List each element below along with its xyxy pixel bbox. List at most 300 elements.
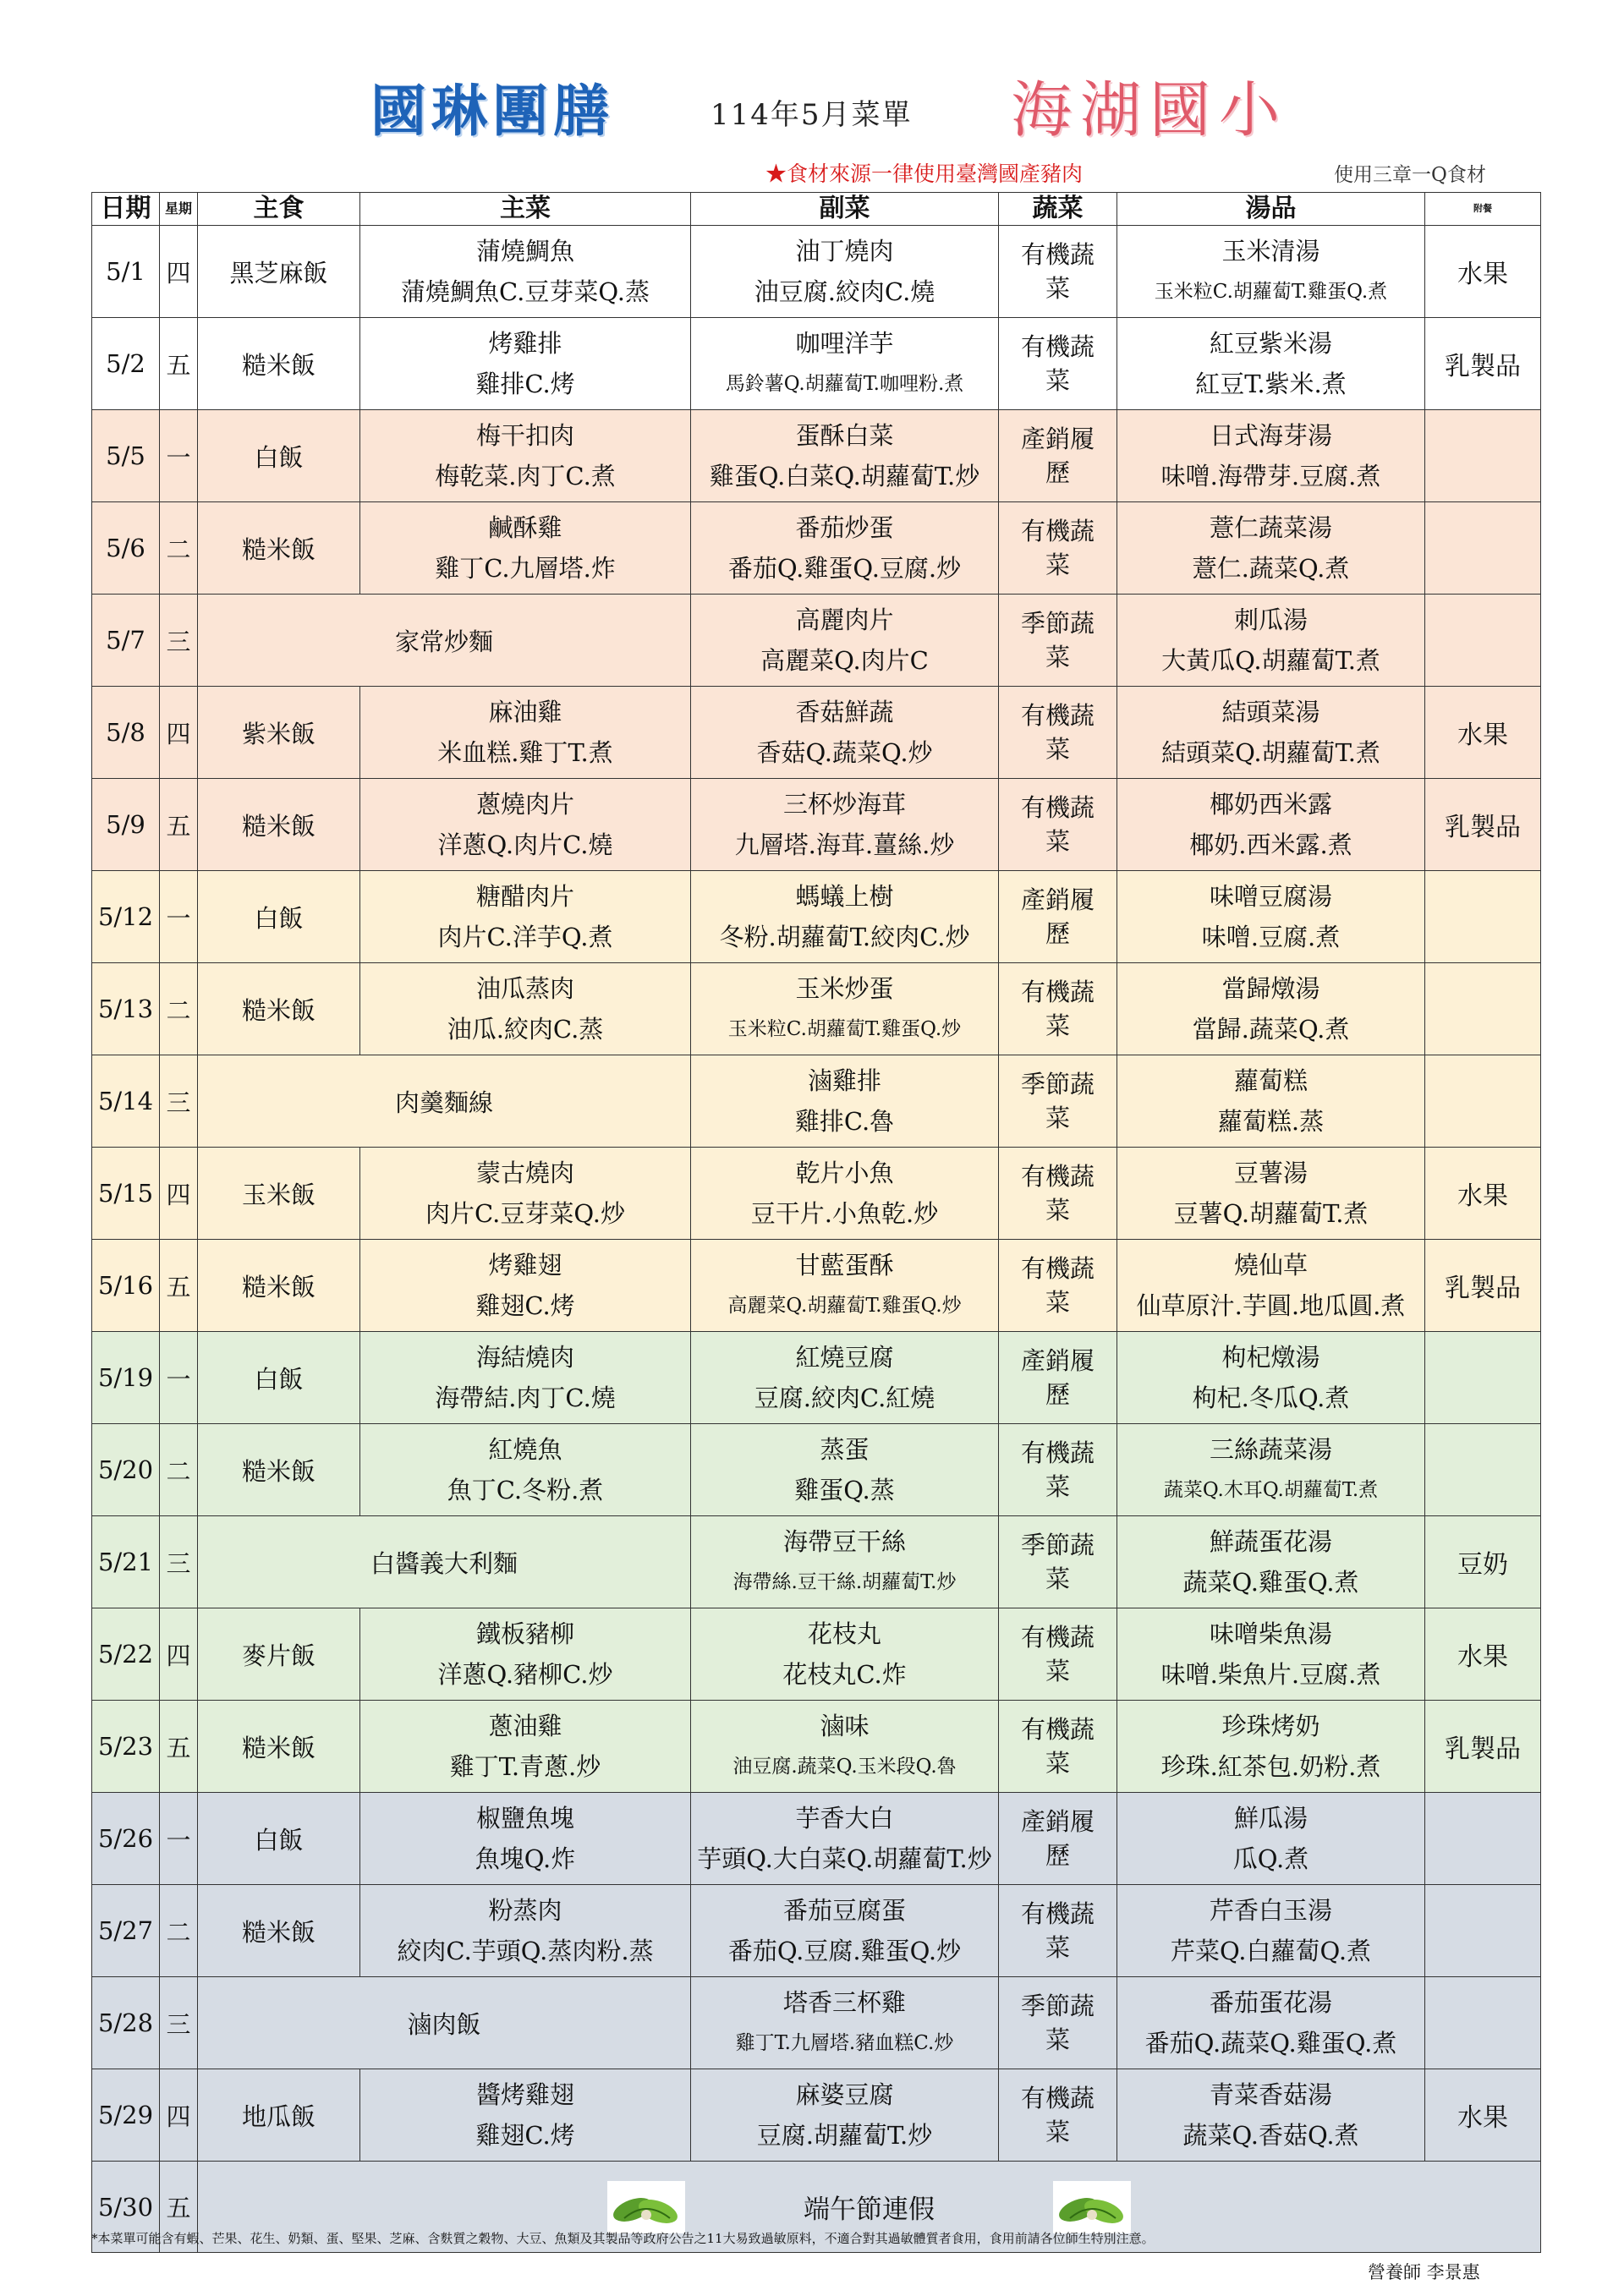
soup-detail: 蔬菜Q.香菇Q.煮	[1182, 2121, 1359, 2150]
row-side-dish	[691, 1608, 999, 1701]
row-side-dish	[691, 1977, 999, 2069]
side-dish-detail: 豆干片.小魚乾.炒	[750, 1199, 939, 1228]
row-vegetable: 產銷履歷	[999, 410, 1117, 502]
row-date: 5/21	[92, 1516, 160, 1608]
main-dish-name: 麻油雞	[488, 698, 562, 726]
row-main-dish	[360, 1148, 691, 1240]
row-side-dish	[691, 1148, 999, 1240]
row-extra	[1425, 871, 1541, 963]
soup-name: 結頭菜湯	[1221, 698, 1320, 726]
menu-row	[92, 1701, 1541, 1793]
row-extra: 乳製品	[1425, 1240, 1541, 1332]
row-date: 5/14	[92, 1055, 160, 1148]
soup-detail: 蘿蔔糕.蒸	[1217, 1107, 1325, 1136]
row-weekday: 五	[160, 1701, 198, 1793]
soup-name: 枸杞燉湯	[1221, 1343, 1320, 1372]
row-staple: 糙米飯	[198, 1240, 360, 1332]
main-dish-detail: 洋蔥Q.豬柳C.炒	[437, 1660, 613, 1689]
row-soup	[1117, 2069, 1425, 2162]
main-dish-detail: 肉片C.豆芽菜Q.炒	[425, 1199, 625, 1228]
row-main-dish	[360, 963, 691, 1055]
row-soup	[1117, 410, 1425, 502]
row-date: 5/26	[92, 1793, 160, 1885]
side-dish-detail: 冬粉.胡蘿蔔T.絞肉C.炒	[719, 923, 970, 951]
row-date: 5/5	[92, 410, 160, 502]
side-dish-name: 玉米炒蛋	[795, 974, 894, 1003]
zongzi-icon	[1053, 2181, 1131, 2233]
main-dish-name: 鹹酥雞	[488, 513, 562, 542]
row-staple: 糙米飯	[198, 1424, 360, 1516]
side-dish-name: 甘藍蛋酥	[795, 1251, 894, 1280]
main-dish-detail: 魚塊Q.炸	[475, 1844, 576, 1873]
row-extra: 乳製品	[1425, 318, 1541, 410]
row-extra	[1425, 410, 1541, 502]
soup-name: 味噌柴魚湯	[1209, 1619, 1332, 1648]
soup-detail: 紅豆T.紫米.煮	[1195, 370, 1347, 398]
soup-detail: 仙草原汁.芋圓.地瓜圓.煮	[1136, 1291, 1406, 1320]
row-date: 5/22	[92, 1608, 160, 1701]
row-weekday: 五	[160, 2162, 198, 2253]
row-date: 5/13	[92, 963, 160, 1055]
row-weekday: 四	[160, 1148, 198, 1240]
side-dish-name: 花枝丸	[807, 1619, 881, 1648]
side-dish-detail: 番茄Q.豆腐.雞蛋Q.炒	[727, 1937, 962, 1965]
row-extra	[1425, 1055, 1541, 1148]
main-dish-detail: 魚丁C.冬粉.煮	[447, 1476, 604, 1504]
row-weekday: 一	[160, 1793, 198, 1885]
row-soup	[1117, 779, 1425, 871]
row-main-dish	[360, 1793, 691, 1885]
menu-row	[92, 687, 1541, 779]
menu-table	[91, 192, 1541, 2253]
menu-row	[92, 779, 1541, 871]
row-main-dish	[360, 1424, 691, 1516]
soup-name: 鮮瓜湯	[1233, 1804, 1308, 1833]
row-extra: 水果	[1425, 1148, 1541, 1240]
col-extra: 附餐	[1425, 193, 1541, 226]
row-extra: 乳製品	[1425, 1701, 1541, 1793]
soup-name: 蘿蔔糕	[1233, 1066, 1308, 1095]
main-dish-name: 烤雞翅	[488, 1251, 562, 1280]
row-weekday: 三	[160, 595, 198, 687]
row-staple: 糙米飯	[198, 779, 360, 871]
zongzi-leaf-icon	[607, 2181, 685, 2233]
row-vegetable: 有機蔬菜	[999, 318, 1117, 410]
row-side-dish	[691, 1885, 999, 1977]
menu-row	[92, 502, 1541, 595]
menu-row	[92, 1240, 1541, 1332]
side-dish-name: 乾片小魚	[795, 1159, 894, 1187]
row-weekday: 四	[160, 687, 198, 779]
side-dish-name: 三杯炒海茸	[782, 790, 906, 819]
row-side-dish	[691, 1516, 999, 1608]
row-staple: 玉米飯	[198, 1148, 360, 1240]
row-date: 5/7	[92, 595, 160, 687]
main-dish-name: 醬烤雞翅	[475, 2080, 574, 2109]
row-date: 5/9	[92, 779, 160, 871]
row-date: 5/8	[92, 687, 160, 779]
row-vegetable: 產銷履歷	[999, 1793, 1117, 1885]
row-side-dish	[691, 779, 999, 871]
col-date: 日期	[92, 193, 160, 226]
row-weekday: 三	[160, 1055, 198, 1148]
row-staple: 紫米飯	[198, 687, 360, 779]
side-dish-name: 高麗肉片	[795, 606, 894, 634]
row-vegetable: 有機蔬菜	[999, 226, 1117, 318]
soup-name: 薏仁蔬菜湯	[1209, 513, 1332, 542]
holiday-text: 端午節連假	[804, 2195, 935, 2225]
soup-detail: 椰奶.西米露.煮	[1189, 830, 1352, 859]
row-staple: 白飯	[198, 410, 360, 502]
soup-detail: 蔬菜Q.木耳Q.胡蘿蔔T.煮	[1163, 1479, 1379, 1501]
soup-detail: 味噌.柴魚片.豆腐.煮	[1160, 1660, 1381, 1689]
menu-period: 114年5月菜單	[710, 98, 913, 132]
row-soup	[1117, 502, 1425, 595]
row-vegetable: 有機蔬菜	[999, 1424, 1117, 1516]
menu-row	[92, 1608, 1541, 1701]
row-side-dish	[691, 1055, 999, 1148]
menu-row	[92, 1332, 1541, 1424]
menu-row	[92, 963, 1541, 1055]
row-vegetable: 有機蔬菜	[999, 1701, 1117, 1793]
side-dish-name: 咖哩洋芋	[795, 329, 894, 358]
row-soup	[1117, 1332, 1425, 1424]
row-date: 5/16	[92, 1240, 160, 1332]
row-extra	[1425, 502, 1541, 595]
row-staple: 糙米飯	[198, 1701, 360, 1793]
soup-name: 當歸燉湯	[1221, 974, 1320, 1003]
main-dish-name: 鐵板豬柳	[475, 1619, 574, 1648]
row-side-dish	[691, 2069, 999, 2162]
main-dish-name: 蒙古燒肉	[475, 1159, 574, 1187]
row-weekday: 一	[160, 871, 198, 963]
col-soup: 湯品	[1117, 193, 1425, 226]
row-vegetable: 有機蔬菜	[999, 1608, 1117, 1701]
row-staple: 白飯	[198, 1332, 360, 1424]
row-weekday: 五	[160, 1240, 198, 1332]
row-main-dish	[360, 687, 691, 779]
main-dish-name: 粉蒸肉	[488, 1896, 562, 1925]
side-dish-name: 麻婆豆腐	[795, 2080, 894, 2109]
row-staple: 糙米飯	[198, 963, 360, 1055]
side-dish-detail: 雞蛋Q.蒸	[794, 1476, 895, 1504]
soup-name: 椰奶西米露	[1209, 790, 1332, 819]
side-dish-detail: 油豆腐.絞肉C.燒	[754, 277, 935, 306]
row-extra: 豆奶	[1425, 1516, 1541, 1608]
menu-row	[92, 871, 1541, 963]
col-staple: 主食	[198, 193, 360, 226]
menu-row	[92, 318, 1541, 410]
row-vegetable: 有機蔬菜	[999, 2069, 1117, 2162]
row-vegetable: 季節蔬菜	[999, 1055, 1117, 1148]
col-main: 主菜	[360, 193, 691, 226]
row-vegetable: 季節蔬菜	[999, 1516, 1117, 1608]
row-soup	[1117, 1701, 1425, 1793]
menu-row	[92, 1977, 1541, 2069]
row-side-dish	[691, 226, 999, 318]
side-dish-detail: 芋頭Q.大白菜Q.胡蘿蔔T.炒	[697, 1844, 992, 1873]
side-dish-detail: 雞排C.魯	[794, 1107, 895, 1136]
main-dish-detail: 雞丁T.青蔥.炒	[449, 1752, 601, 1781]
main-dish-name: 紅燒魚	[488, 1435, 562, 1464]
main-dish-detail: 雞丁C.九層塔.炸	[435, 554, 616, 583]
row-soup	[1117, 1516, 1425, 1608]
row-extra	[1425, 1977, 1541, 2069]
row-staple: 糙米飯	[198, 318, 360, 410]
q-ingredient-note: 使用三章一Q食材	[1334, 164, 1486, 186]
soup-name: 芹香白玉湯	[1209, 1896, 1332, 1925]
menu-row	[92, 1793, 1541, 1885]
row-weekday: 五	[160, 318, 198, 410]
row-side-dish	[691, 502, 999, 595]
side-dish-detail: 高麗菜Q.肉片C	[760, 646, 929, 675]
row-soup	[1117, 963, 1425, 1055]
main-dish-detail: 雞翅C.烤	[475, 2121, 575, 2150]
col-weekday: 星期	[160, 193, 198, 226]
side-dish-name: 滷雞排	[807, 1066, 881, 1095]
row-soup	[1117, 595, 1425, 687]
soup-detail: 蔬菜Q.雞蛋Q.煮	[1182, 1568, 1359, 1597]
row-weekday: 五	[160, 779, 198, 871]
row-weekday: 二	[160, 963, 198, 1055]
menu-row	[92, 226, 1541, 318]
row-weekday: 三	[160, 1977, 198, 2069]
side-dish-name: 蛋酥白菜	[795, 421, 894, 450]
pork-source-note: ★食材來源一律使用臺灣國產豬肉	[765, 162, 1084, 186]
side-dish-detail: 馬鈴薯Q.胡蘿蔔T.咖哩粉.煮	[725, 373, 964, 395]
row-main-dish	[360, 1885, 691, 1977]
row-soup	[1117, 1885, 1425, 1977]
main-dish-name: 糖醋肉片	[475, 882, 574, 911]
row-weekday: 四	[160, 2069, 198, 2162]
row-vegetable: 有機蔬菜	[999, 502, 1117, 595]
main-dish-detail: 雞排C.烤	[475, 370, 575, 398]
row-soup	[1117, 1240, 1425, 1332]
row-main-dish	[360, 1240, 691, 1332]
soup-name: 三絲蔬菜湯	[1209, 1435, 1332, 1464]
row-date: 5/23	[92, 1701, 160, 1793]
main-dish-name: 蒲燒鯛魚	[475, 237, 574, 266]
soup-name: 日式海芽湯	[1209, 421, 1332, 450]
row-side-dish	[691, 595, 999, 687]
side-dish-name: 油丁燒肉	[795, 237, 894, 266]
row-date: 5/29	[92, 2069, 160, 2162]
menu-row	[92, 1885, 1541, 1977]
menu-row	[92, 1516, 1541, 1608]
row-date: 5/15	[92, 1148, 160, 1240]
row-staple: 糙米飯	[198, 502, 360, 595]
row-soup	[1117, 1977, 1425, 2069]
row-main-dish	[360, 871, 691, 963]
col-veg: 蔬菜	[999, 193, 1117, 226]
row-vegetable: 產銷履歷	[999, 871, 1117, 963]
row-main-dish	[360, 779, 691, 871]
row-soup	[1117, 1055, 1425, 1148]
row-main-dish	[360, 1332, 691, 1424]
soup-name: 燒仙草	[1233, 1251, 1308, 1280]
main-dish-detail: 洋蔥Q.肉片C.燒	[437, 830, 613, 859]
row-date: 5/20	[92, 1424, 160, 1516]
soup-name: 番茄蛋花湯	[1209, 1988, 1332, 2017]
soup-detail: 芹菜Q.白蘿蔔Q.煮	[1170, 1937, 1372, 1965]
row-date: 5/2	[92, 318, 160, 410]
row-combined-meal: 家常炒麵	[198, 595, 691, 687]
row-staple: 黑芝麻飯	[198, 226, 360, 318]
row-main-dish	[360, 1701, 691, 1793]
row-extra	[1425, 595, 1541, 687]
row-staple: 白飯	[198, 1793, 360, 1885]
row-date: 5/12	[92, 871, 160, 963]
row-soup	[1117, 687, 1425, 779]
main-dish-detail: 梅乾菜.肉丁C.煮	[435, 462, 616, 490]
soup-detail: 當歸.蔬菜Q.煮	[1192, 1015, 1350, 1044]
row-main-dish	[360, 1608, 691, 1701]
main-dish-name: 油瓜蒸肉	[475, 974, 574, 1003]
soup-name: 青菜香菇湯	[1209, 2080, 1332, 2109]
soup-detail: 大黃瓜Q.胡蘿蔔T.煮	[1161, 646, 1380, 675]
row-vegetable: 有機蔬菜	[999, 1240, 1117, 1332]
side-dish-detail: 雞蛋Q.白菜Q.胡蘿蔔T.炒	[709, 462, 980, 490]
row-weekday: 一	[160, 410, 198, 502]
row-main-dish	[360, 410, 691, 502]
col-side: 副菜	[691, 193, 999, 226]
main-dish-name: 蔥燒肉片	[475, 790, 574, 819]
row-vegetable: 產銷履歷	[999, 1332, 1117, 1424]
side-dish-name: 紅燒豆腐	[795, 1343, 894, 1372]
row-extra	[1425, 1424, 1541, 1516]
main-dish-detail: 絞肉C.芋頭Q.蒸肉粉.蒸	[397, 1937, 654, 1965]
row-weekday: 一	[160, 1332, 198, 1424]
soup-detail: 薏仁.蔬菜Q.煮	[1192, 554, 1350, 583]
row-side-dish	[691, 1332, 999, 1424]
row-extra: 水果	[1425, 2069, 1541, 2162]
row-staple: 地瓜飯	[198, 2069, 360, 2162]
side-dish-name: 蒸蛋	[820, 1435, 870, 1464]
main-dish-name: 海結燒肉	[475, 1343, 574, 1372]
row-extra	[1425, 1332, 1541, 1424]
school-name: 海湖國小	[1011, 74, 1289, 145]
main-dish-detail: 米血糕.雞丁T.煮	[437, 738, 613, 767]
row-side-dish	[691, 410, 999, 502]
soup-name: 紅豆紫米湯	[1209, 329, 1332, 358]
main-dish-detail: 雞翅C.烤	[475, 1291, 575, 1320]
menu-row	[92, 1148, 1541, 1240]
soup-detail: 枸杞.冬瓜Q.煮	[1192, 1384, 1350, 1412]
main-dish-name: 蔥油雞	[488, 1712, 562, 1740]
side-dish-detail: 番茄Q.雞蛋Q.豆腐.炒	[727, 554, 962, 583]
row-soup	[1117, 1148, 1425, 1240]
side-dish-name: 番茄炒蛋	[795, 513, 894, 542]
row-vegetable: 有機蔬菜	[999, 1885, 1117, 1977]
side-dish-detail: 高麗菜Q.胡蘿蔔T.雞蛋Q.炒	[727, 1295, 962, 1317]
soup-name: 珍珠烤奶	[1221, 1712, 1320, 1740]
side-dish-name: 香菇鮮蔬	[795, 698, 894, 726]
dietitian-signature: 營養師 李景惠	[1368, 2262, 1480, 2282]
row-extra	[1425, 1793, 1541, 1885]
side-dish-name: 螞蟻上樹	[795, 882, 894, 911]
side-dish-detail: 香菇Q.蔬菜Q.炒	[756, 738, 933, 767]
main-dish-name: 梅干扣肉	[475, 421, 574, 450]
row-extra	[1425, 1885, 1541, 1977]
row-date: 5/19	[92, 1332, 160, 1424]
row-side-dish	[691, 318, 999, 410]
main-dish-name: 烤雞排	[488, 329, 562, 358]
row-date: 5/28	[92, 1977, 160, 2069]
row-vegetable: 有機蔬菜	[999, 1148, 1117, 1240]
side-dish-detail: 海帶絲.豆干絲.胡蘿蔔T.炒	[732, 1571, 957, 1593]
side-dish-detail: 雞丁T.九層塔.豬血糕C.炒	[735, 2032, 954, 2054]
row-main-dish	[360, 226, 691, 318]
main-dish-detail: 海帶結.肉丁C.燒	[435, 1384, 616, 1412]
side-dish-detail: 豆腐.胡蘿蔔T.炒	[756, 2121, 933, 2150]
menu-row	[92, 1424, 1541, 1516]
row-vegetable: 有機蔬菜	[999, 779, 1117, 871]
allergen-note: *本菜單可能含有蝦、芒果、花生、奶類、蛋、堅果、芝麻、含麩質之穀物、大豆、魚類及其製品等政府公告之11大易致過敏原料，不適合對其過敏體質者食用，食用前請各位師生特別注意。	[91, 2231, 1155, 2246]
side-dish-name: 芋香大白	[795, 1804, 894, 1833]
row-side-dish	[691, 1793, 999, 1885]
row-soup	[1117, 1424, 1425, 1516]
row-weekday: 四	[160, 1608, 198, 1701]
row-weekday: 二	[160, 1885, 198, 1977]
row-soup	[1117, 318, 1425, 410]
row-staple: 糙米飯	[198, 1885, 360, 1977]
side-dish-detail: 花枝丸C.炸	[782, 1660, 907, 1689]
row-combined-meal: 肉羹麵線	[198, 1055, 691, 1148]
soup-name: 味噌豆腐湯	[1209, 882, 1332, 911]
row-extra	[1425, 963, 1541, 1055]
row-side-dish	[691, 1424, 999, 1516]
side-dish-name: 塔香三杯雞	[782, 1988, 906, 2017]
soup-detail: 味噌.豆腐.煮	[1201, 923, 1341, 951]
menu-row	[92, 410, 1541, 502]
row-date: 5/27	[92, 1885, 160, 1977]
main-dish-detail: 油瓜.絞肉C.蒸	[447, 1015, 604, 1044]
row-soup	[1117, 226, 1425, 318]
row-staple: 白飯	[198, 871, 360, 963]
soup-detail: 豆薯Q.胡蘿蔔T.煮	[1173, 1199, 1369, 1228]
row-date: 5/6	[92, 502, 160, 595]
row-date: 5/1	[92, 226, 160, 318]
soup-name: 玉米清湯	[1221, 237, 1320, 266]
side-dish-name: 滷味	[820, 1712, 870, 1740]
row-vegetable: 季節蔬菜	[999, 1977, 1117, 2069]
row-soup	[1117, 871, 1425, 963]
row-weekday: 二	[160, 1424, 198, 1516]
main-dish-name: 椒鹽魚塊	[475, 1804, 574, 1833]
menu-row	[92, 595, 1541, 687]
soup-name: 豆薯湯	[1233, 1159, 1308, 1187]
row-weekday: 三	[160, 1516, 198, 1608]
row-soup	[1117, 1793, 1425, 1885]
side-dish-name: 番茄豆腐蛋	[782, 1896, 906, 1925]
main-dish-detail: 蒲燒鯛魚C.豆芽菜Q.蒸	[401, 277, 650, 306]
row-side-dish	[691, 963, 999, 1055]
side-dish-name: 海帶豆干絲	[782, 1527, 906, 1556]
side-dish-detail: 玉米粒C.胡蘿蔔T.雞蛋Q.炒	[727, 1018, 962, 1040]
row-date: 5/30	[92, 2162, 160, 2253]
side-dish-detail: 油豆腐.蔬菜Q.玉米段Q.魯	[732, 1756, 957, 1778]
row-combined-meal: 滷肉飯	[198, 1977, 691, 2069]
row-side-dish	[691, 1240, 999, 1332]
row-extra: 水果	[1425, 1608, 1541, 1701]
soup-detail: 番茄Q.蔬菜Q.雞蛋Q.煮	[1144, 2029, 1397, 2058]
menu-row	[92, 1055, 1541, 1148]
row-staple: 麥片飯	[198, 1608, 360, 1701]
brand-title: 國琳團膳	[370, 78, 614, 144]
row-main-dish	[360, 2069, 691, 2162]
row-side-dish	[691, 871, 999, 963]
main-dish-detail: 肉片C.洋芋Q.煮	[437, 923, 613, 951]
